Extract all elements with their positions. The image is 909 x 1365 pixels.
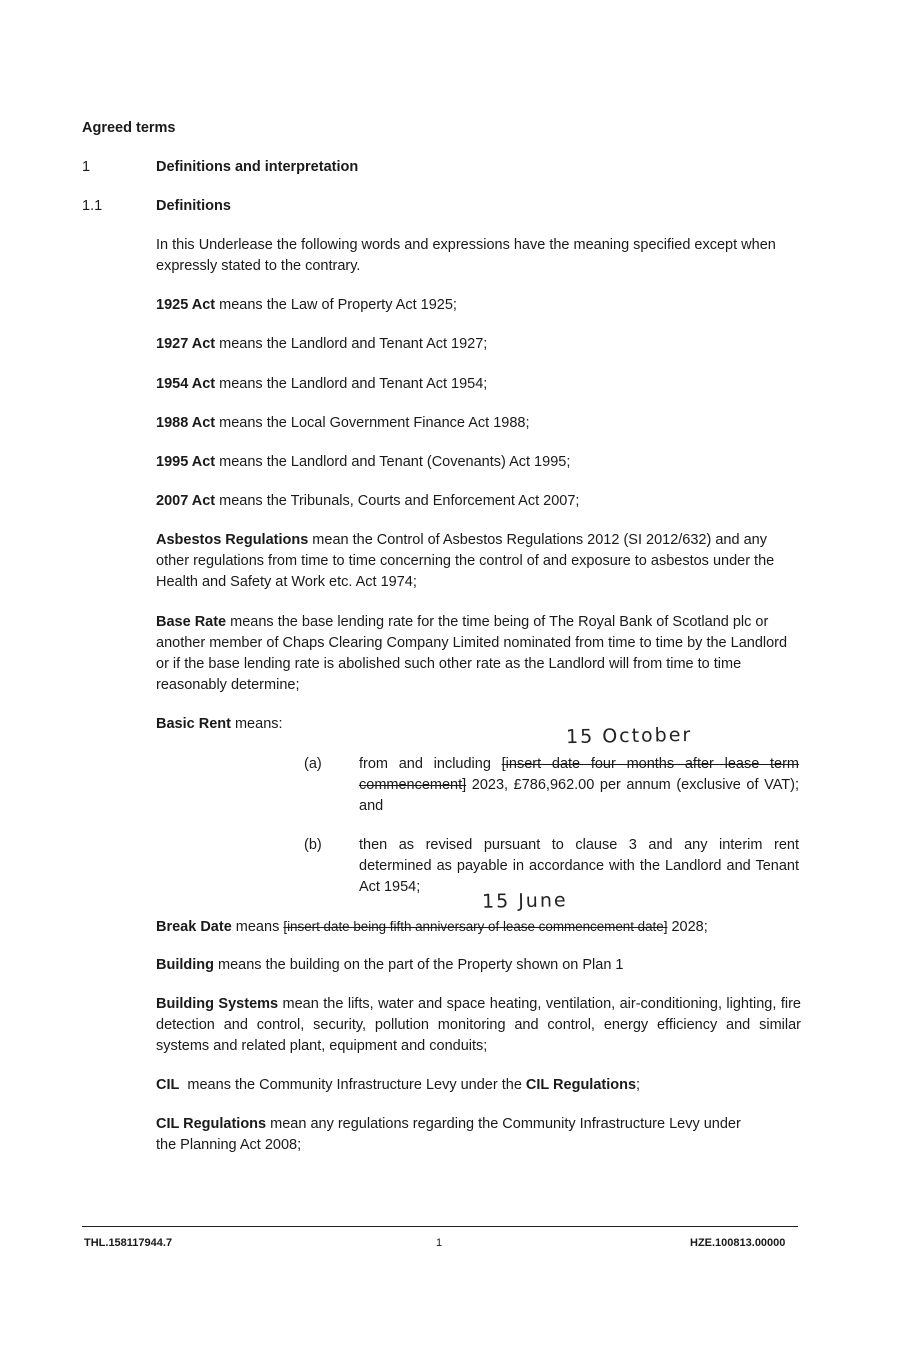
handwritten-date-june: 15 June — [481, 889, 568, 913]
definition-break-date — [156, 916, 804, 938]
definition-1925-act — [156, 295, 801, 316]
definition-text: mean the Control of Asbestos Regulations 2012 (SI 2012/632) and any other regulations from time to time concerning the control of and exposure to asbestos under the Health and Safety at Work etc. Act 1974; — [156, 532, 775, 590]
section-1-number: 1 — [82, 159, 91, 175]
definition-asbestos-regulations — [156, 530, 801, 593]
rent-a-pre: from and including — [359, 756, 502, 772]
agreed-terms-heading: Agreed terms — [82, 120, 176, 136]
definition-1927-act — [156, 334, 801, 355]
definition-text: means the Community Infrastructure Levy under the — [179, 1077, 526, 1093]
definition-text: means the Law of Property Act 1925; — [215, 297, 457, 313]
footer-divider — [82, 1226, 798, 1227]
definition-text: means the Landlord and Tenant Act 1954; — [215, 376, 488, 392]
definition-text: means the Tribunals, Courts and Enforcement Act 2007; — [215, 493, 580, 509]
term: 2007 Act — [156, 493, 216, 509]
term: Asbestos Regulations — [156, 532, 309, 548]
term: Break Date — [156, 919, 232, 935]
definition-text: mean any regulations regarding the Community Infrastructure Levy under the Planning Act 2008; — [156, 1116, 741, 1153]
definition-text: means: — [230, 716, 283, 732]
term: Base Rate — [156, 614, 227, 630]
definition-building — [156, 955, 801, 976]
intro-paragraph: In this Underlease the following words and expressions have the meaning specified except when expressly stated to the contrary. — [156, 237, 776, 274]
term: 1988 Act — [156, 415, 216, 431]
rent-a-label: (a) — [304, 756, 322, 772]
section-1-1-title: Definitions — [156, 198, 231, 214]
rent-b-text: then as revised pursuant to clause 3 and any interim rent determined as payable in accordance with the Landlord and Tenant Act 1954; — [359, 837, 799, 895]
definition-cil-regulations — [156, 1114, 756, 1156]
term: 1954 Act — [156, 376, 216, 392]
definition-1995-act — [156, 452, 801, 473]
definition-1954-act — [156, 374, 801, 395]
definition-building-systems — [156, 994, 801, 1057]
rent-a-struck-text: [insert date four months after lease term commencement] — [359, 756, 800, 793]
definition-base-rate — [156, 612, 801, 696]
term: Basic Rent — [156, 716, 231, 732]
section-1-title: Definitions and interpretation — [156, 159, 359, 175]
term: CIL — [156, 1077, 180, 1093]
rent-a-post: 2023, £786,962.00 per annum (exclusive of VAT); and — [359, 777, 799, 814]
definition-text: means the Landlord and Tenant (Covenants) Act 1995; — [215, 454, 571, 470]
definition-cil — [156, 1075, 801, 1096]
definition-text: means the base lending rate for the time being of The Royal Bank of Scotland plc or another member of Chaps Clearing Company Limited nominated from time to time by the Landlord or if the base lending rate is abolished such other rate as the Landlord will from time to time reasonably determine; — [156, 614, 788, 693]
definition-text: means the Local Government Finance Act 1988; — [215, 415, 530, 431]
term-reference: CIL Regulations — [525, 1077, 637, 1093]
footer-right-reference: HZE.100813.00000 — [690, 1237, 786, 1249]
term: 1927 Act — [156, 336, 216, 352]
definition-text-end: ; — [636, 1077, 641, 1093]
definition-text: means — [231, 919, 284, 935]
definition-text-post: 2028; — [667, 919, 708, 935]
definition-1988-act — [156, 413, 801, 434]
definition-basic-rent — [156, 714, 801, 735]
definition-text: means the Landlord and Tenant Act 1927; — [215, 336, 488, 352]
footer-page-number: 1 — [436, 1237, 443, 1249]
term: CIL Regulations — [156, 1116, 267, 1132]
term: 1925 Act — [156, 297, 216, 313]
footer-left-reference: THL.158117944.7 — [84, 1237, 173, 1249]
handwritten-date-october: 15 October — [565, 723, 693, 749]
definition-text: mean the lifts, water and space heating, ventilation, air-conditioning, lighting, fire detection and control, security, pollution monitoring and control, energy efficiency and similar systems and related plant, equipment and conduits; — [156, 996, 801, 1054]
term: Building — [156, 957, 214, 973]
break-date-struck-text: [insert date being fifth anniversary of lease commencement date] — [283, 919, 668, 934]
definition-text: means the building on the part of the Property shown on Plan 1 — [214, 957, 624, 973]
rent-b-label: (b) — [304, 837, 322, 853]
term: Building Systems — [156, 996, 279, 1012]
section-1-1-number: 1.1 — [82, 198, 103, 214]
definition-2007-act — [156, 491, 801, 512]
term: 1995 Act — [156, 454, 216, 470]
rent-a-text — [359, 754, 799, 817]
